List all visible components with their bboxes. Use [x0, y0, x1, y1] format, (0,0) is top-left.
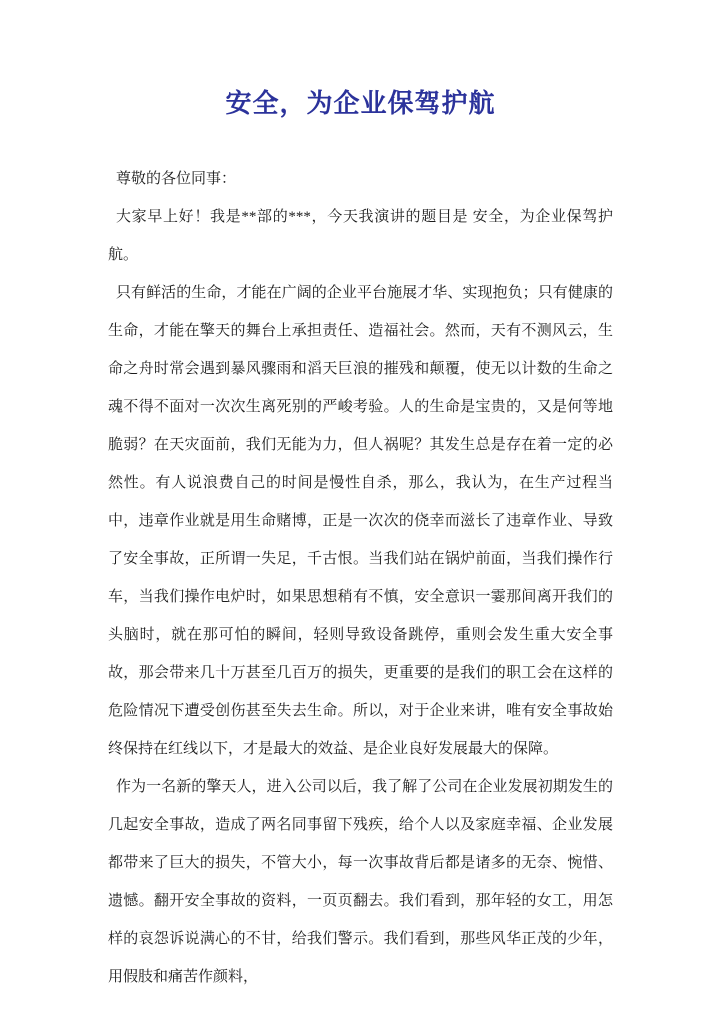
paragraph-body-2: 作为一名新的擎天人，进入公司以后，我了解了公司在企业发展初期发生的几起安全事故，造成了两名同事留下残疾，给个人以及家庭幸福、企业发展都带来了巨大的损失，不管大小，每一次事故背后都是诸多的无奈、惋惜、遗憾。翻开安全事故的资料，一页页翻去。我们看到，那年轻的女工，用怎样的哀怨诉说满心的不甘，给我们警示。我们看到，那些风华正茂的少年，用假肢和痛苦作颜料， — [108, 779, 613, 985]
document-body — [108, 160, 613, 996]
document-title: 安全，为企业保驾护航 — [225, 89, 496, 118]
paragraph-body-1: 只有鲜活的生命，才能在广阔的企业平台施展才华、实现抱负；只有健康的生命，才能在擎天的舞台上承担责任、造福社会。然而，天有不测风云，生命之舟时常会遇到暴风骤雨和滔天巨浪的摧残和颠覆，使无以计数的生命之魂不得不面对一次次生离死别的严峻考验。人的生命是宝贵的，又是何等地脆弱？在天灾面前，我们无能为力，但人祸呢？其发生总是存在着一定的必然性。有人说浪费自己的时间是慢性自杀，那么，我认为，在生产过程当中，违章作业就是用生命赌博，正是一次次的侥幸而滋长了违章作业、导致了安全事故，正所谓一失足，千古恨。当我们站在锅炉前面，当我们操作行车，当我们操作电炉时，如果思想稍有不慎，安全意识一霎那间离开我们的头脑时，就在那可怕的瞬间，轻则导致设备跳停，重则会发生重大安全事故，那会带来几十万甚至几百万的损失，更重要的是我们的职工会在这样的危险情况下遭受创伤甚至失去生命。所以，对于企业来讲，唯有安全事故始终保持在红线以下，才是最大的效益、是企业良好发展最大的保障。 — [108, 285, 613, 757]
paragraph-salutation: 尊敬的各位同事： — [116, 171, 237, 187]
paragraph-greeting: 大家早上好！我是**部的***，今天我演讲的题目是 安全，为企业保驾护航。 — [108, 209, 613, 263]
